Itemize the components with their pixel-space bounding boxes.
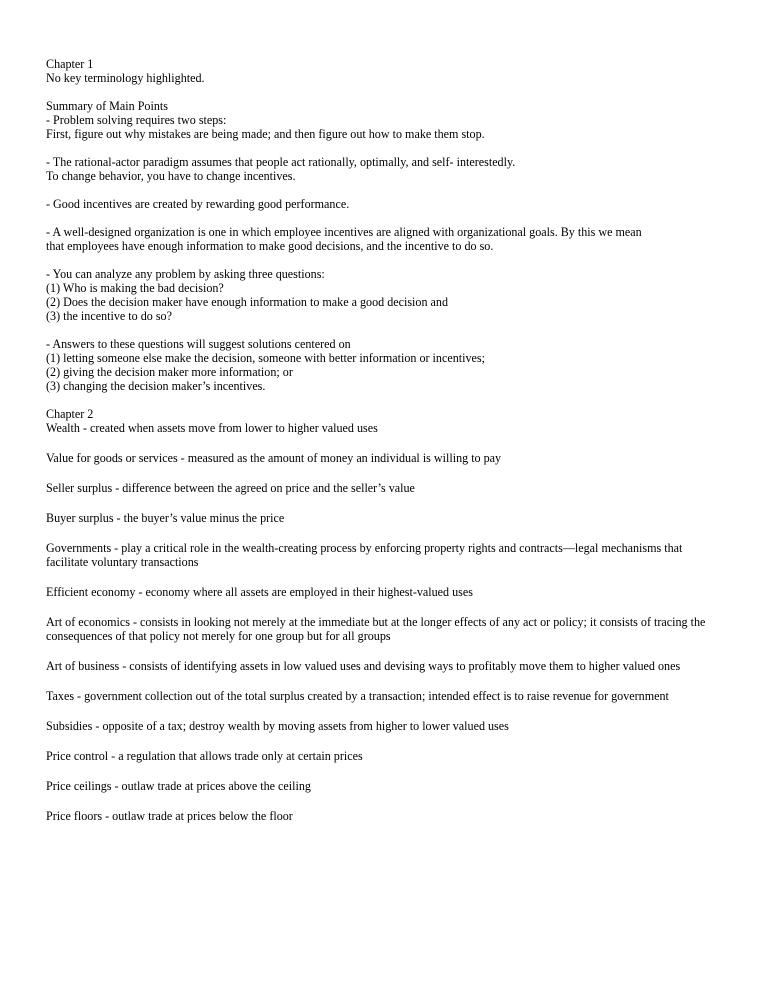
paragraph-line: that employees have enough information to make good decisions, and the incentive to do so.	[46, 239, 494, 253]
summary-heading: Summary of Main Points	[46, 99, 168, 113]
paragraph-line: - Answers to these questions will suggest solutions centered on	[46, 337, 351, 351]
paragraph-line: (3) the incentive to do so?	[46, 309, 172, 323]
paragraph-line: - Good incentives are created by rewarding good performance.	[46, 197, 350, 211]
paragraph-line: (1) letting someone else make the decision, someone with better information or incentives;	[46, 351, 485, 365]
paragraph-line: - A well-designed organization is one in which employee incentives are aligned with organizational goals. By this we mean	[46, 225, 642, 239]
term-art-of-economics: Art of economics - consists in looking not merely at the immediate but at the longer effects of any act or policy; it consists of tracing the consequences of that policy not merely for one group but for all groups	[46, 615, 706, 643]
document-page	[46, 57, 726, 823]
paragraph-line: (3) changing the decision maker’s incentives.	[46, 379, 266, 393]
paragraph-line: (1) Who is making the bad decision?	[46, 281, 224, 295]
chapter-1-note: No key terminology highlighted.	[46, 71, 205, 85]
term-subsidies: Subsidies - opposite of a tax; destroy wealth by moving assets from higher to lower valued uses	[46, 719, 509, 733]
paragraph-line: (2) giving the decision maker more information; or	[46, 365, 293, 379]
term-buyer-surplus: Buyer surplus - the buyer’s value minus the price	[46, 511, 285, 525]
term-seller-surplus: Seller surplus - difference between the agreed on price and the seller’s value	[46, 481, 415, 495]
term-efficient-economy: Efficient economy - economy where all assets are employed in their highest-valued uses	[46, 585, 473, 599]
paragraph-line: - The rational-actor paradigm assumes that people act rationally, optimally, and self- interestedly.	[46, 155, 516, 169]
term-art-of-business: Art of business - consists of identifying assets in low valued uses and devising ways to profitably move them to higher valued ones	[46, 659, 681, 673]
paragraph-line: First, figure out why mistakes are being made; and then figure out how to make them stop.	[46, 127, 485, 141]
chapter-2-heading: Chapter 2	[46, 407, 94, 421]
term-wealth: Wealth - created when assets move from lower to higher valued uses	[46, 421, 378, 435]
chapter-2-section	[46, 407, 726, 823]
paragraph-line: (2) Does the decision maker have enough information to make a good decision and	[46, 295, 448, 309]
chapter-1-heading: Chapter 1	[46, 57, 94, 71]
paragraph-line: - Problem solving requires two steps:	[46, 113, 227, 127]
term-value: Value for goods or services - measured as the amount of money an individual is willing to pay	[46, 451, 502, 465]
term-taxes: Taxes - government collection out of the total surplus created by a transaction; intended effect is to raise revenue for government	[46, 689, 669, 703]
paragraph-line: To change behavior, you have to change incentives.	[46, 169, 296, 183]
paragraph-line: - You can analyze any problem by asking three questions:	[46, 267, 325, 281]
term-governments: Governments - play a critical role in the wealth-creating process by enforcing property rights and contracts—legal mechanisms that facilitate voluntary transactions	[46, 541, 683, 569]
chapter-1-section	[46, 57, 726, 393]
term-price-floors: Price floors - outlaw trade at prices below the floor	[46, 809, 293, 823]
term-price-ceilings: Price ceilings - outlaw trade at prices above the ceiling	[46, 779, 311, 793]
term-price-control: Price control - a regulation that allows trade only at certain prices	[46, 749, 363, 763]
